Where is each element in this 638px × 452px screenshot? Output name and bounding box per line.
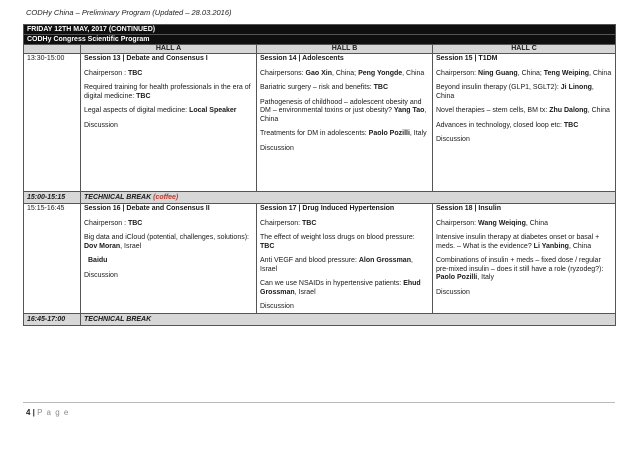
talk: Big data and iCloud (potential, challenges, solutions): Dov Moran, Israel xyxy=(84,234,249,250)
session-16-cell xyxy=(81,204,257,314)
break-row xyxy=(24,313,616,325)
session-18-cell xyxy=(433,204,616,314)
chairperson: Chairperson : TBC xyxy=(84,219,143,227)
session-title: Session 16 | Debate and Consensus II xyxy=(84,205,210,212)
session-title: Session 18 | Insulin xyxy=(436,205,501,212)
hall-header-row xyxy=(24,45,616,54)
chairperson: Chairperson : TBC xyxy=(84,69,143,77)
chairperson: Chairpersons: Gao Xin, China; Peng Yongde, China xyxy=(260,69,425,77)
talk: Legal aspects of digital medicine: Local Speaker xyxy=(84,107,237,114)
program-table xyxy=(23,24,616,326)
discussion: Discussion xyxy=(436,136,470,143)
time-slot: 13:30-15:00 xyxy=(24,54,81,192)
day-banner: FRIDAY 12TH MAY, 2017 (CONTINUED) xyxy=(24,25,616,35)
break-label: TECHNICAL BREAK (coffee) xyxy=(81,192,616,204)
talk: Treatments for DM in adolescents: Paolo Pozilli, Italy xyxy=(260,130,427,137)
discussion: Discussion xyxy=(436,288,470,296)
discussion: Discussion xyxy=(260,144,294,152)
talk: Novel therapies – stem cells, BM tx: Zhu Dalong, China xyxy=(436,107,610,114)
session-title: Session 15 | T1DM xyxy=(436,55,498,62)
talk: Required training for health professionals in the era of digital medicine: TBC xyxy=(84,84,251,100)
talk: Baidu xyxy=(88,257,108,264)
talk: Pathogenesis of childhood – adolescent obesity and DM – environmental toxins or just obesity? Yang Tao, China xyxy=(260,98,427,123)
program-banner-row xyxy=(24,35,616,45)
session-14-cell xyxy=(257,54,433,192)
session-title: Session 13 | Debate and Consensus I xyxy=(84,55,208,62)
session-13-cell xyxy=(81,54,257,192)
talk: Combinations of insulin + meds – fixed dose / regular pre-mixed insulin – does it still have a role (ryzodeg?): Paolo Pozilli, Italy xyxy=(436,257,604,281)
document-header: CODHy China – Preliminary Program (Updated – 28.03.2016) xyxy=(26,8,232,17)
talk: Advances in technology, closed loop etc: TBC xyxy=(436,121,579,129)
session-title: Session 17 | Drug Induced Hypertension xyxy=(260,205,395,212)
time-slot: 15:15-16:45 xyxy=(24,204,81,314)
chairperson: Chairperson: TBC xyxy=(260,219,317,227)
talk: Can we use NSAIDs in hypertensive patients: Ehud Grossman, Israel xyxy=(260,280,421,296)
session-title: Session 14 | Adolescents xyxy=(260,55,344,62)
talk: The effect of weight loss drugs on blood pressure: TBC xyxy=(260,234,415,250)
page-footer: 4 | P a g e xyxy=(26,408,70,417)
hall-b-header: HALL B xyxy=(257,45,433,54)
talk: Anti VEGF and blood pressure: Alon Grossman, Israel xyxy=(260,257,413,273)
discussion: Discussion xyxy=(260,303,294,310)
talk: Beyond insulin therapy (GLP1, SGLT2): Ji Linong, China xyxy=(436,84,594,100)
page-label: P a g e xyxy=(37,408,70,417)
program-banner: CODHy Congress Scientific Program xyxy=(24,35,616,45)
discussion: Discussion xyxy=(84,121,118,129)
break-time: 15:00-15:15 xyxy=(24,192,81,204)
discussion: Discussion xyxy=(84,271,118,279)
break-label: TECHNICAL BREAK xyxy=(81,313,616,325)
session-row xyxy=(24,54,616,192)
page-number: 4 xyxy=(26,408,31,417)
footer-divider xyxy=(23,402,615,403)
session-17-cell xyxy=(257,204,433,314)
time-header xyxy=(24,45,81,54)
session-row xyxy=(24,204,616,314)
break-time: 16:45-17:00 xyxy=(24,313,81,325)
break-row xyxy=(24,192,616,204)
hall-c-header: HALL C xyxy=(433,45,616,54)
day-banner-row xyxy=(24,25,616,35)
talk: Bariatric surgery – risk and benefits: TBC xyxy=(260,84,388,91)
chairperson: Chairperson: Wang Weiqing, China xyxy=(436,219,549,227)
talk: Intensive insulin therapy at diabetes onset or basal + meds. – What is the evidence? Li Yanbing, China xyxy=(436,234,600,250)
chairperson: Chairperson: Ning Guang, China; Teng Weiping, China xyxy=(436,69,612,77)
hall-a-header: HALL A xyxy=(81,45,257,54)
session-15-cell xyxy=(433,54,616,192)
